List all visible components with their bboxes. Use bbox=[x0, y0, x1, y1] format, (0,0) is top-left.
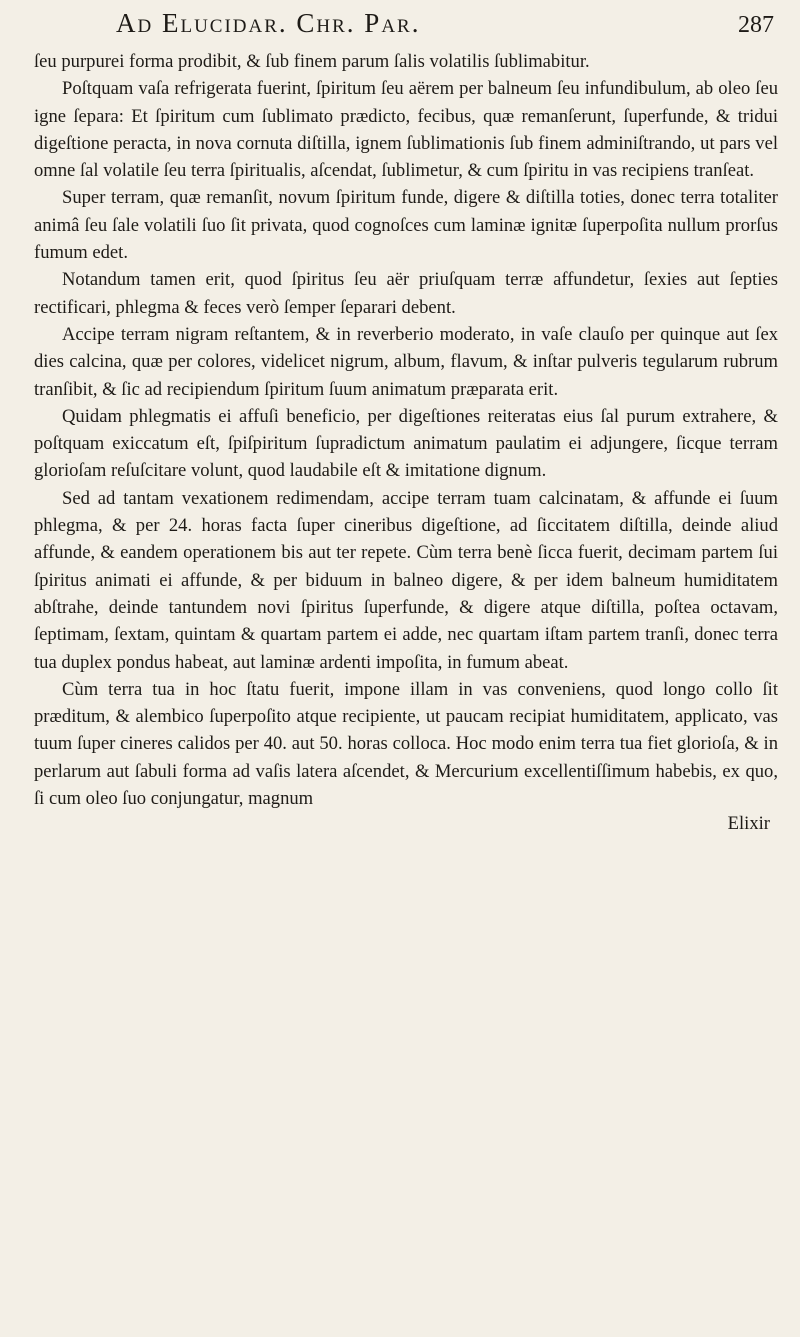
catchword: Elixir bbox=[727, 813, 770, 835]
paragraph: Cùm terra tua in hoc ſtatu fuerit, impone illam in vas conveniens, quod longo collo ſit præditum, & alembico ſuperpoſito atque recipiente, ut paucam recipiat humiditatem, applicato, vas tuum ſuper cineres calidos per 40. aut 50. horas colloca. Hoc modo enim terra tua fiet glorioſa, & in perlarum aut ſabuli forma ad vaſis latera aſcendet, & Mercurium excellentiſſimum habebis, ex quo, ſi cum oleo ſuo conjungatur, magnum bbox=[34, 678, 778, 810]
paragraph: Quidam phlegmatis ei affuſi beneficio, per digeſtiones reiteratas eius ſal purum extrahere, & poſtquam exiccatum eſt, ſpiſpiritum ſupradictum animatum paulatim ei adjungere, ſicque terram glorioſam reſuſcitare volunt, quod laudabile eſt & imitatione dignum. bbox=[34, 405, 778, 482]
running-head-title: Ad Elucidar. Chr. Par. bbox=[116, 8, 421, 38]
paragraph: Super terram, quæ remanſit, novum ſpiritum funde, digere & diſtilla toties, donec terra totaliter animâ ſeu ſale volatili ſuo ſit privata, quod cognoſces cum laminæ ignitæ ſuperpoſita nullum prorſus fumum edet. bbox=[34, 187, 778, 264]
body-text bbox=[34, 48, 778, 812]
paragraph: Poſtquam vaſa refrigerata fuerint, ſpiritum ſeu aërem per balneum ſeu infundibulum, ab oleo ſeu igne ſepara: Et ſpiritum cum ſublimato prædicto, fecibus, quæ remanſerunt, ſuperfunde, & tridui digeſtione peracta, in nova cornuta diſtilla, ignem ſublimationis ſub finem adminiſtrando, ut pars vel omne ſal volatile ſeu terra ſpiritualis, aſcendat, ſublimetur, & cum ſpiritu in vas recipiens tranſeat. bbox=[34, 78, 778, 182]
paragraph: Sed ad tantam vexationem redimendam, accipe terram tuam calcinatam, & affunde ei ſuum phlegma, & per 24. horas facta ſuper cineribus digeſtione, ad ſiccitatem diſtilla, deinde aliud affunde, & eandem operationem bis aut ter repete. Cùm terra benè ſicca fuerit, decimam partem ſui ſpiritus animati ei affunde, & per biduum in balneo digere, & per idem balneum humiditatem abſtrahe, deinde tantundem novi ſpiritus ſuperfunde, & digere atque diſtilla, poſtea octavam, ſeptimam, ſextam, quintam & quartam partem ei adde, nec quartam iſtam partem tranſi, donec terra tua duplex pondus habeat, aut laminæ ardenti impoſita, in fumum abeat. bbox=[34, 487, 778, 673]
page-number: 287 bbox=[738, 12, 774, 38]
paragraph: Accipe terram nigram reſtantem, & in reverberio moderato, in vaſe clauſo per quinque aut ſex dies calcina, quæ per colores, videlicet nigrum, album, flavum, & inſtar pulveris tegularum rubrum tranſibit, & ſic ad recipiendum ſpiritum ſuum animatum præparata erit. bbox=[34, 323, 778, 400]
running-head bbox=[34, 8, 778, 48]
paragraph: Notandum tamen erit, quod ſpiritus ſeu aër priuſquam terræ affundetur, ſexies aut ſepties rectificari, phlegma & feces verò ſemper ſeparari debent. bbox=[34, 269, 778, 318]
paragraph: ſeu purpurei forma prodibit, & ſub finem parum ſalis volatilis ſublimabitur. bbox=[34, 51, 590, 72]
